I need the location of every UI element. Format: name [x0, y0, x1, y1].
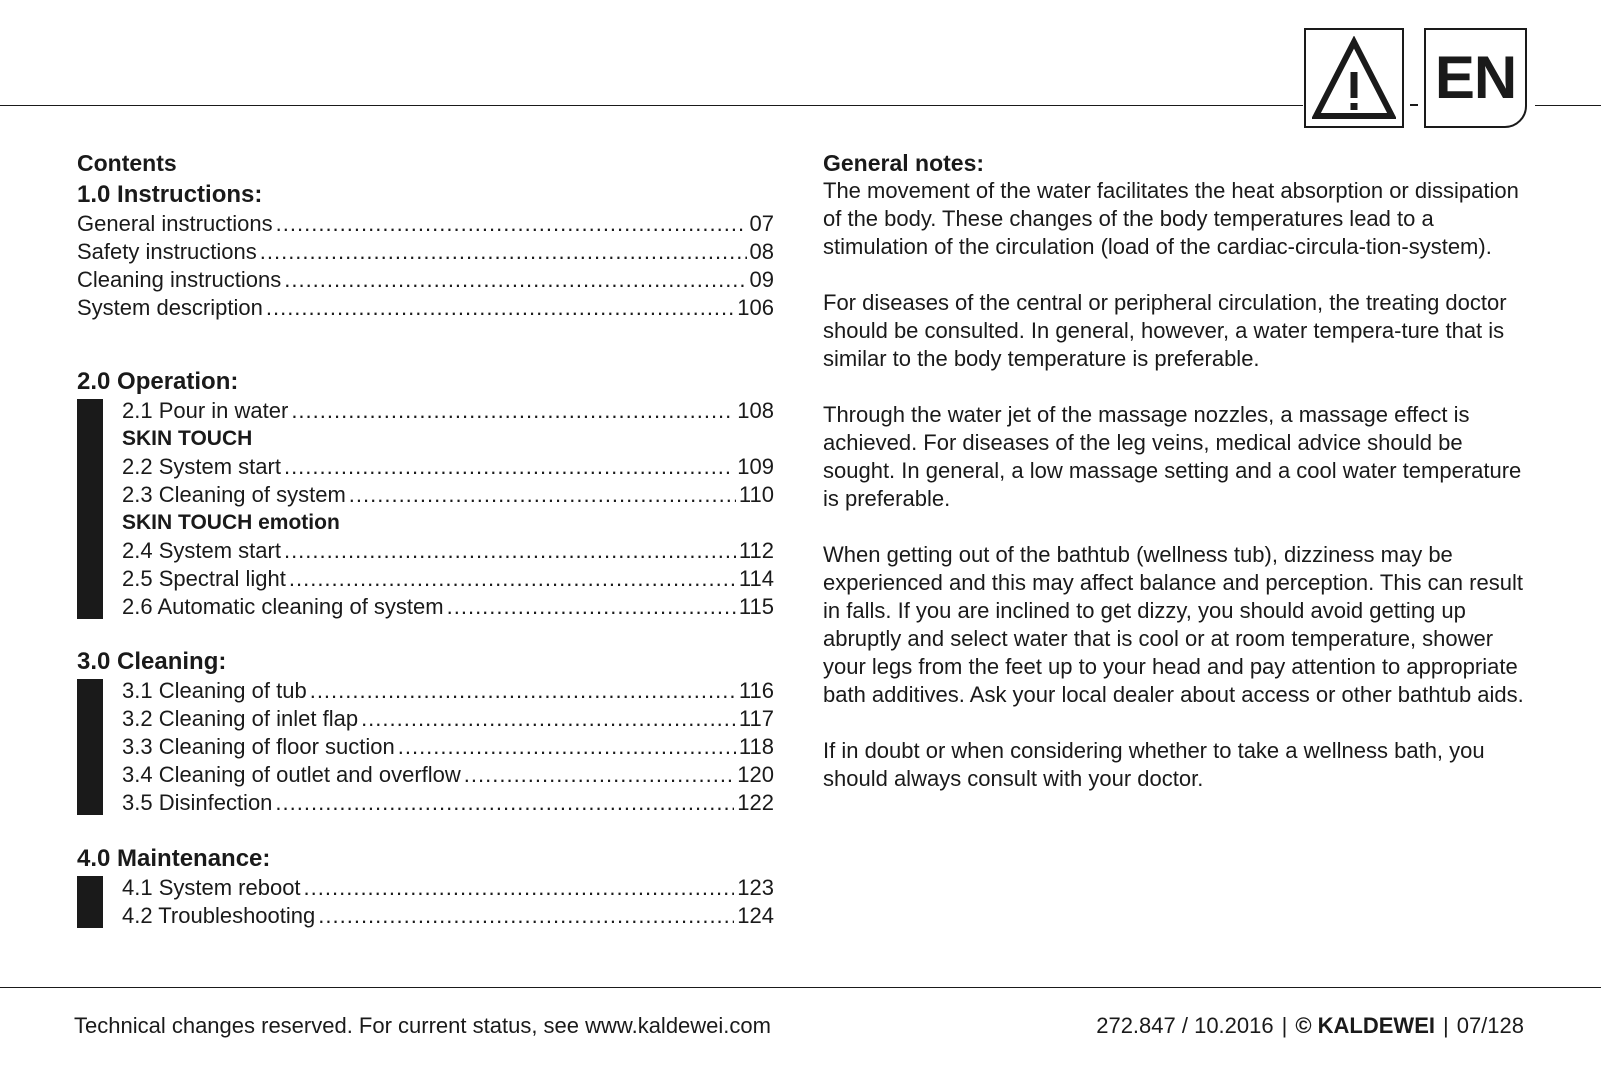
warning-badge [1304, 28, 1404, 128]
toc-entry-label: 2.4 System start [122, 538, 281, 563]
toc-entry-label: 3.2 Cleaning of inlet flap [122, 706, 359, 731]
notes-paragraph: When getting out of the bathtub (wellness tub), dizziness may be experienced and this may affect balance and perception. This can result in falls. If you are inclined to get dizzy, you should avoid getting up abruptly and select water that is cool or at room temperature, shower your legs from the feet up to your head and pay attention to appropriate bath additives. Ask your local dealer about access or other bathtub aids. [823, 542, 1524, 707]
toc-group-cleaning [77, 677, 774, 817]
toc-entry[interactable] [122, 397, 774, 425]
toc-section-title: 4.0 Maintenance: [77, 845, 271, 872]
toc-title: Contents [77, 150, 177, 176]
toc-entry-page: 112 [738, 538, 774, 563]
toc-entry-label: 4.1 System reboot [122, 875, 301, 900]
toc-entry[interactable] [122, 761, 774, 789]
footer-separator: | [1281, 1013, 1288, 1038]
toc-entry-page: 09 [749, 267, 774, 292]
footer-disclaimer: Technical changes reserved. For current status, see www.kaldewei.com [74, 1013, 771, 1038]
notes-paragraph: If in doubt or when considering whether to take a wellness bath, you should always consult with your doctor. [823, 738, 1485, 791]
toc-entry-label: System description [77, 295, 263, 320]
brand-name: © KALDEWEI [1295, 1013, 1435, 1038]
toc-entry[interactable] [122, 677, 774, 705]
toc-entry[interactable] [122, 733, 774, 761]
toc-entry[interactable] [122, 565, 774, 593]
toc-entry-page: 122 [737, 790, 774, 815]
toc-entry-page: 116 [738, 678, 774, 703]
toc-entry[interactable] [122, 593, 774, 621]
language-badge [1424, 28, 1527, 128]
footer-rule [0, 987, 1601, 988]
page-number: 07/128 [1456, 1013, 1524, 1038]
toc-entry-page: 07 [749, 211, 774, 236]
toc-entry-label: 3.3 Cleaning of floor suction [122, 734, 395, 759]
section-marker-bar [77, 679, 103, 815]
general-notes [823, 146, 1533, 821]
toc-entry-page: 120 [737, 762, 774, 787]
toc-entry-page: 109 [737, 454, 774, 479]
document-reference: 272.847 / 10.2016 [1096, 1013, 1274, 1038]
toc-entry[interactable] [122, 453, 774, 481]
toc-entry-page: 118 [738, 734, 774, 759]
section-marker-bar [77, 876, 103, 928]
notes-paragraph: Through the water jet of the massage nozzles, a massage effect is achieved. For diseases of the leg veins, medical advice should be sought. In general, a low massage setting and a cool water temperature is preferable. [823, 402, 1522, 511]
toc-entry-label: 2.1 Pour in water [122, 398, 289, 423]
toc-entry-page: 124 [737, 903, 774, 928]
toc-entry-label: Cleaning instructions [77, 267, 282, 292]
toc-subheading: SKIN TOUCH emotion [122, 511, 340, 534]
toc-group-instructions [77, 210, 774, 322]
toc-entry-label: General instructions [77, 211, 273, 236]
toc-entry[interactable] [77, 294, 774, 322]
notes-title: General notes: [823, 150, 985, 176]
table-of-contents [77, 146, 774, 930]
language-code: EN [1434, 44, 1517, 111]
toc-entry[interactable] [122, 874, 774, 902]
toc-entry[interactable] [122, 481, 774, 509]
toc-entry-label: 4.2 Troubleshooting [122, 903, 316, 928]
notes-paragraph: The movement of the water facilitates the heat absorption or dissipation of the body. These changes of the body temperatures lead to a stimulation of the circulation (load of the cardiac-circula-tion-system). [823, 178, 1519, 259]
toc-entry[interactable] [77, 210, 774, 238]
toc-entry[interactable] [122, 902, 774, 930]
toc-group-maintenance [77, 874, 774, 930]
toc-entry-page: 123 [737, 875, 774, 900]
toc-entry-page: 114 [738, 566, 774, 591]
toc-entry-label: 3.5 Disinfection [122, 790, 273, 815]
toc-section-title: 1.0 Instructions: [77, 181, 263, 208]
toc-group-operation [77, 397, 774, 621]
toc-entry-label: 2.2 System start [122, 454, 281, 479]
toc-subheading: SKIN TOUCH [122, 427, 253, 450]
footer-meta [1096, 1012, 1524, 1040]
toc-entry-page: 115 [738, 594, 774, 619]
header-rule-right [1535, 105, 1601, 106]
toc-entry[interactable] [77, 238, 774, 266]
footer-separator: | [1442, 1013, 1449, 1038]
toc-entry[interactable] [77, 266, 774, 294]
toc-entry-page: 110 [738, 482, 774, 507]
badge-connector [1410, 104, 1418, 106]
toc-entry-page: 117 [738, 706, 774, 731]
toc-entry[interactable] [122, 705, 774, 733]
toc-entry-label: 2.5 Spectral light [122, 566, 286, 591]
toc-entry-label: 2.3 Cleaning of system [122, 482, 346, 507]
warning-triangle-icon [1312, 36, 1396, 120]
toc-entry-page: 108 [737, 398, 774, 423]
toc-entry-label: 3.1 Cleaning of tub [122, 678, 307, 703]
toc-entry-page: 08 [749, 239, 774, 264]
section-marker-bar [77, 399, 103, 619]
header-rule [0, 105, 1303, 106]
toc-section-title: 3.0 Cleaning: [77, 648, 227, 675]
toc-entry-label: 3.4 Cleaning of outlet and overflow [122, 762, 461, 787]
toc-entry-label: Safety instructions [77, 239, 257, 264]
toc-entry-page: 106 [737, 295, 774, 320]
toc-entry[interactable] [122, 537, 774, 565]
toc-entry[interactable] [122, 789, 774, 817]
toc-section-title: 2.0 Operation: [77, 368, 239, 395]
notes-paragraph: For diseases of the central or peripheral circulation, the treating doctor should be consulted. In general, however, a water tempera-ture that is similar to the body temperature is preferable. [823, 290, 1507, 371]
toc-entry-label: 2.6 Automatic cleaning of system [122, 594, 444, 619]
